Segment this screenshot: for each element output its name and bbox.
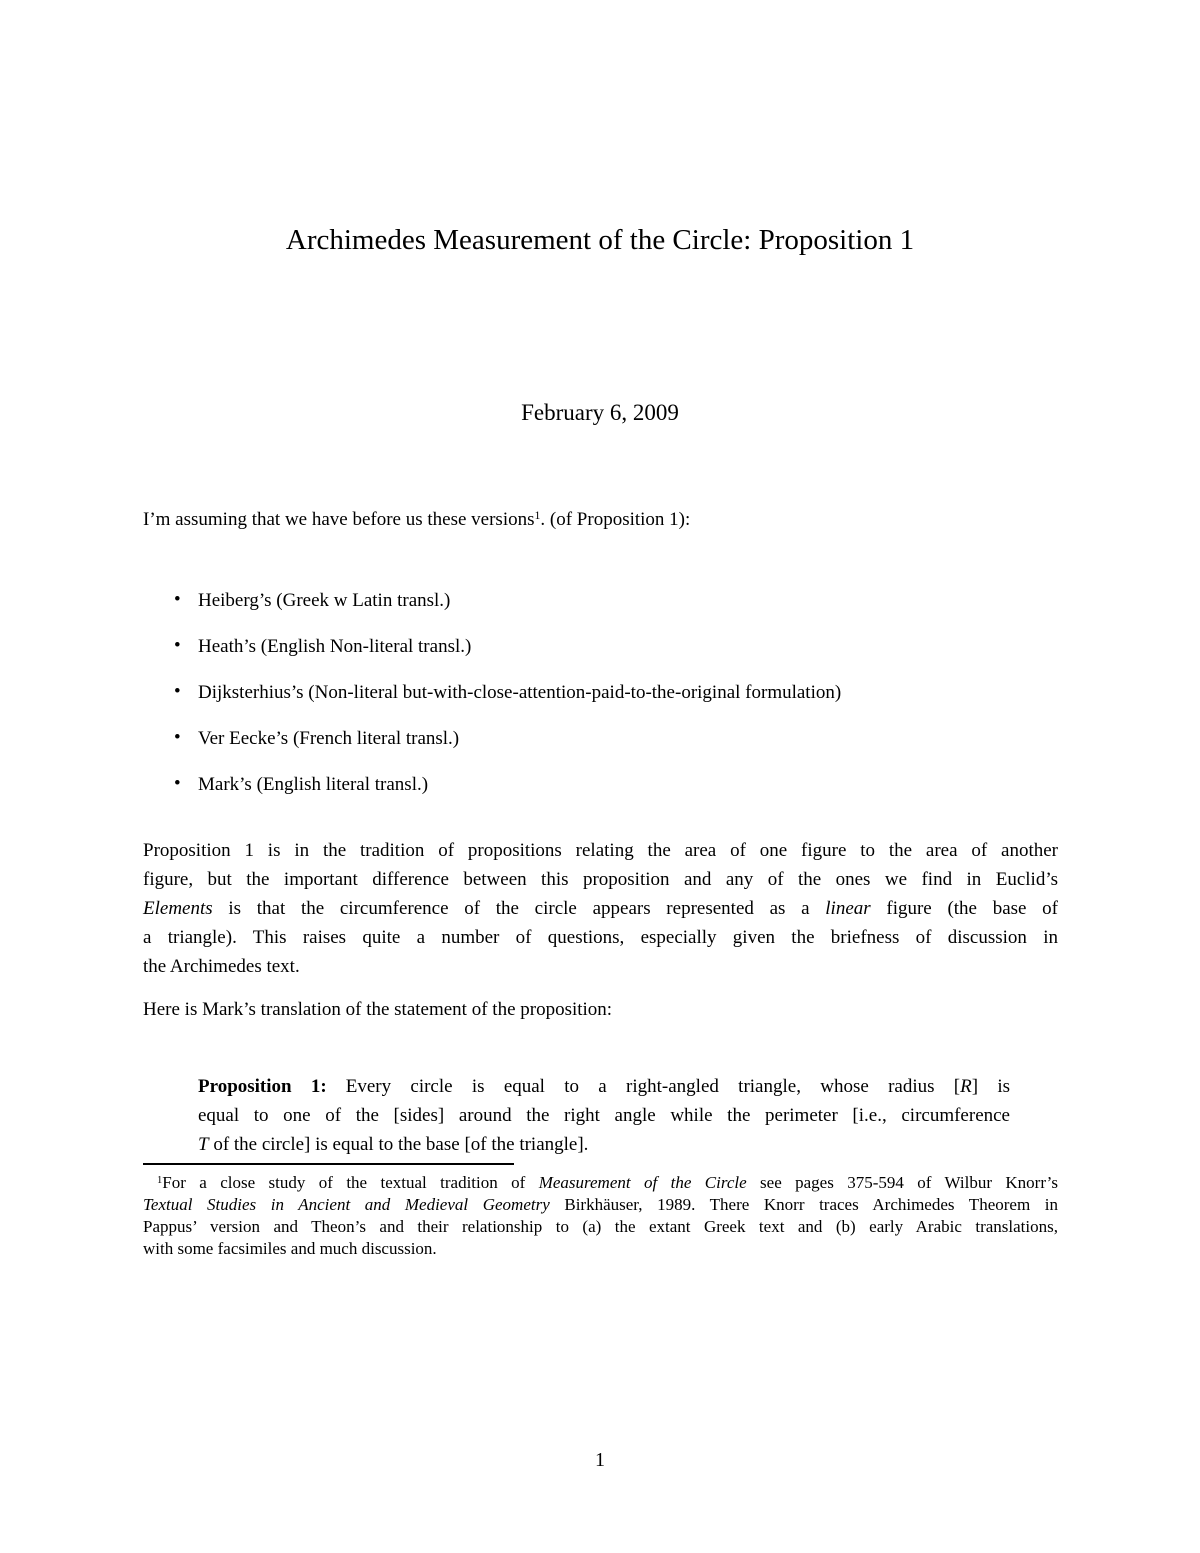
list-item <box>143 678 1058 707</box>
proposition-quote: Proposition 1: Every circle is equal to a right-angled triangle, whose radius [R] is equal to one of the [sides] around the right angle while the perimeter [i.e., circumference T of the circle] is equal to the base [of the triangle]. <box>198 1076 1011 1155</box>
list-item <box>143 724 1058 753</box>
footnote-rule <box>143 1163 514 1165</box>
bullet-icon: • <box>174 635 181 656</box>
intro-paragraph: I’m assuming that we have before us these versions$^1$. (of Proposition 1): <box>143 508 691 530</box>
list-item-label: Dijksterhius’s (Non-literal but-with-close-attention-paid-to-the-original formulation) <box>198 682 842 703</box>
discussion-paragraph: Proposition 1 is in the tradition of propositions relating the area of one figure to the area of another figure, but the important difference between this proposition and any of the ones we find in Euclid’s Elements is that the circumference of the circle appears represented as a linear figure (the base of a triangle). This raises quite a number of questions, especially given the briefness of discussion in the Archimedes text. <box>143 840 1058 977</box>
list-item-label: Heath’s (English Non-literal transl.) <box>198 636 472 657</box>
page-number: 1 <box>595 1449 605 1471</box>
list-item <box>143 586 1058 615</box>
document-title: Archimedes Measurement of the Circle: Proposition 1 <box>285 224 915 256</box>
list-item <box>143 770 1058 799</box>
list-item-label: Heiberg’s (Greek w Latin transl.) <box>198 590 451 611</box>
bullet-icon: • <box>174 727 181 748</box>
translation-lead-paragraph: Here is Mark’s translation of the statement of the proposition: <box>143 999 613 1020</box>
list-item-label: Mark’s (English literal transl.) <box>198 774 429 795</box>
footnote: $^1$For a close study of the textual tradition of Measurement of the Circle see pages 375-594 of Wilbur Knorr’s Textual Studies in Ancient and Medieval Geometry Birkhäuser, 1989. There Knorr traces Archimedes Theorem in Pappus’ version and Theon’s and their relationship to (a) the extant Greek text and (b) early Arabic translations, with some facsimiles and much discussion. <box>143 1173 1058 1258</box>
list-item <box>143 632 1058 661</box>
bullet-icon: • <box>174 773 181 794</box>
list-item-label: Ver Eecke’s (French literal transl.) <box>198 728 460 749</box>
bullet-icon: • <box>174 681 181 702</box>
versions-list <box>143 586 1058 816</box>
document-date: February 6, 2009 <box>521 400 679 425</box>
bullet-icon: • <box>174 589 181 610</box>
